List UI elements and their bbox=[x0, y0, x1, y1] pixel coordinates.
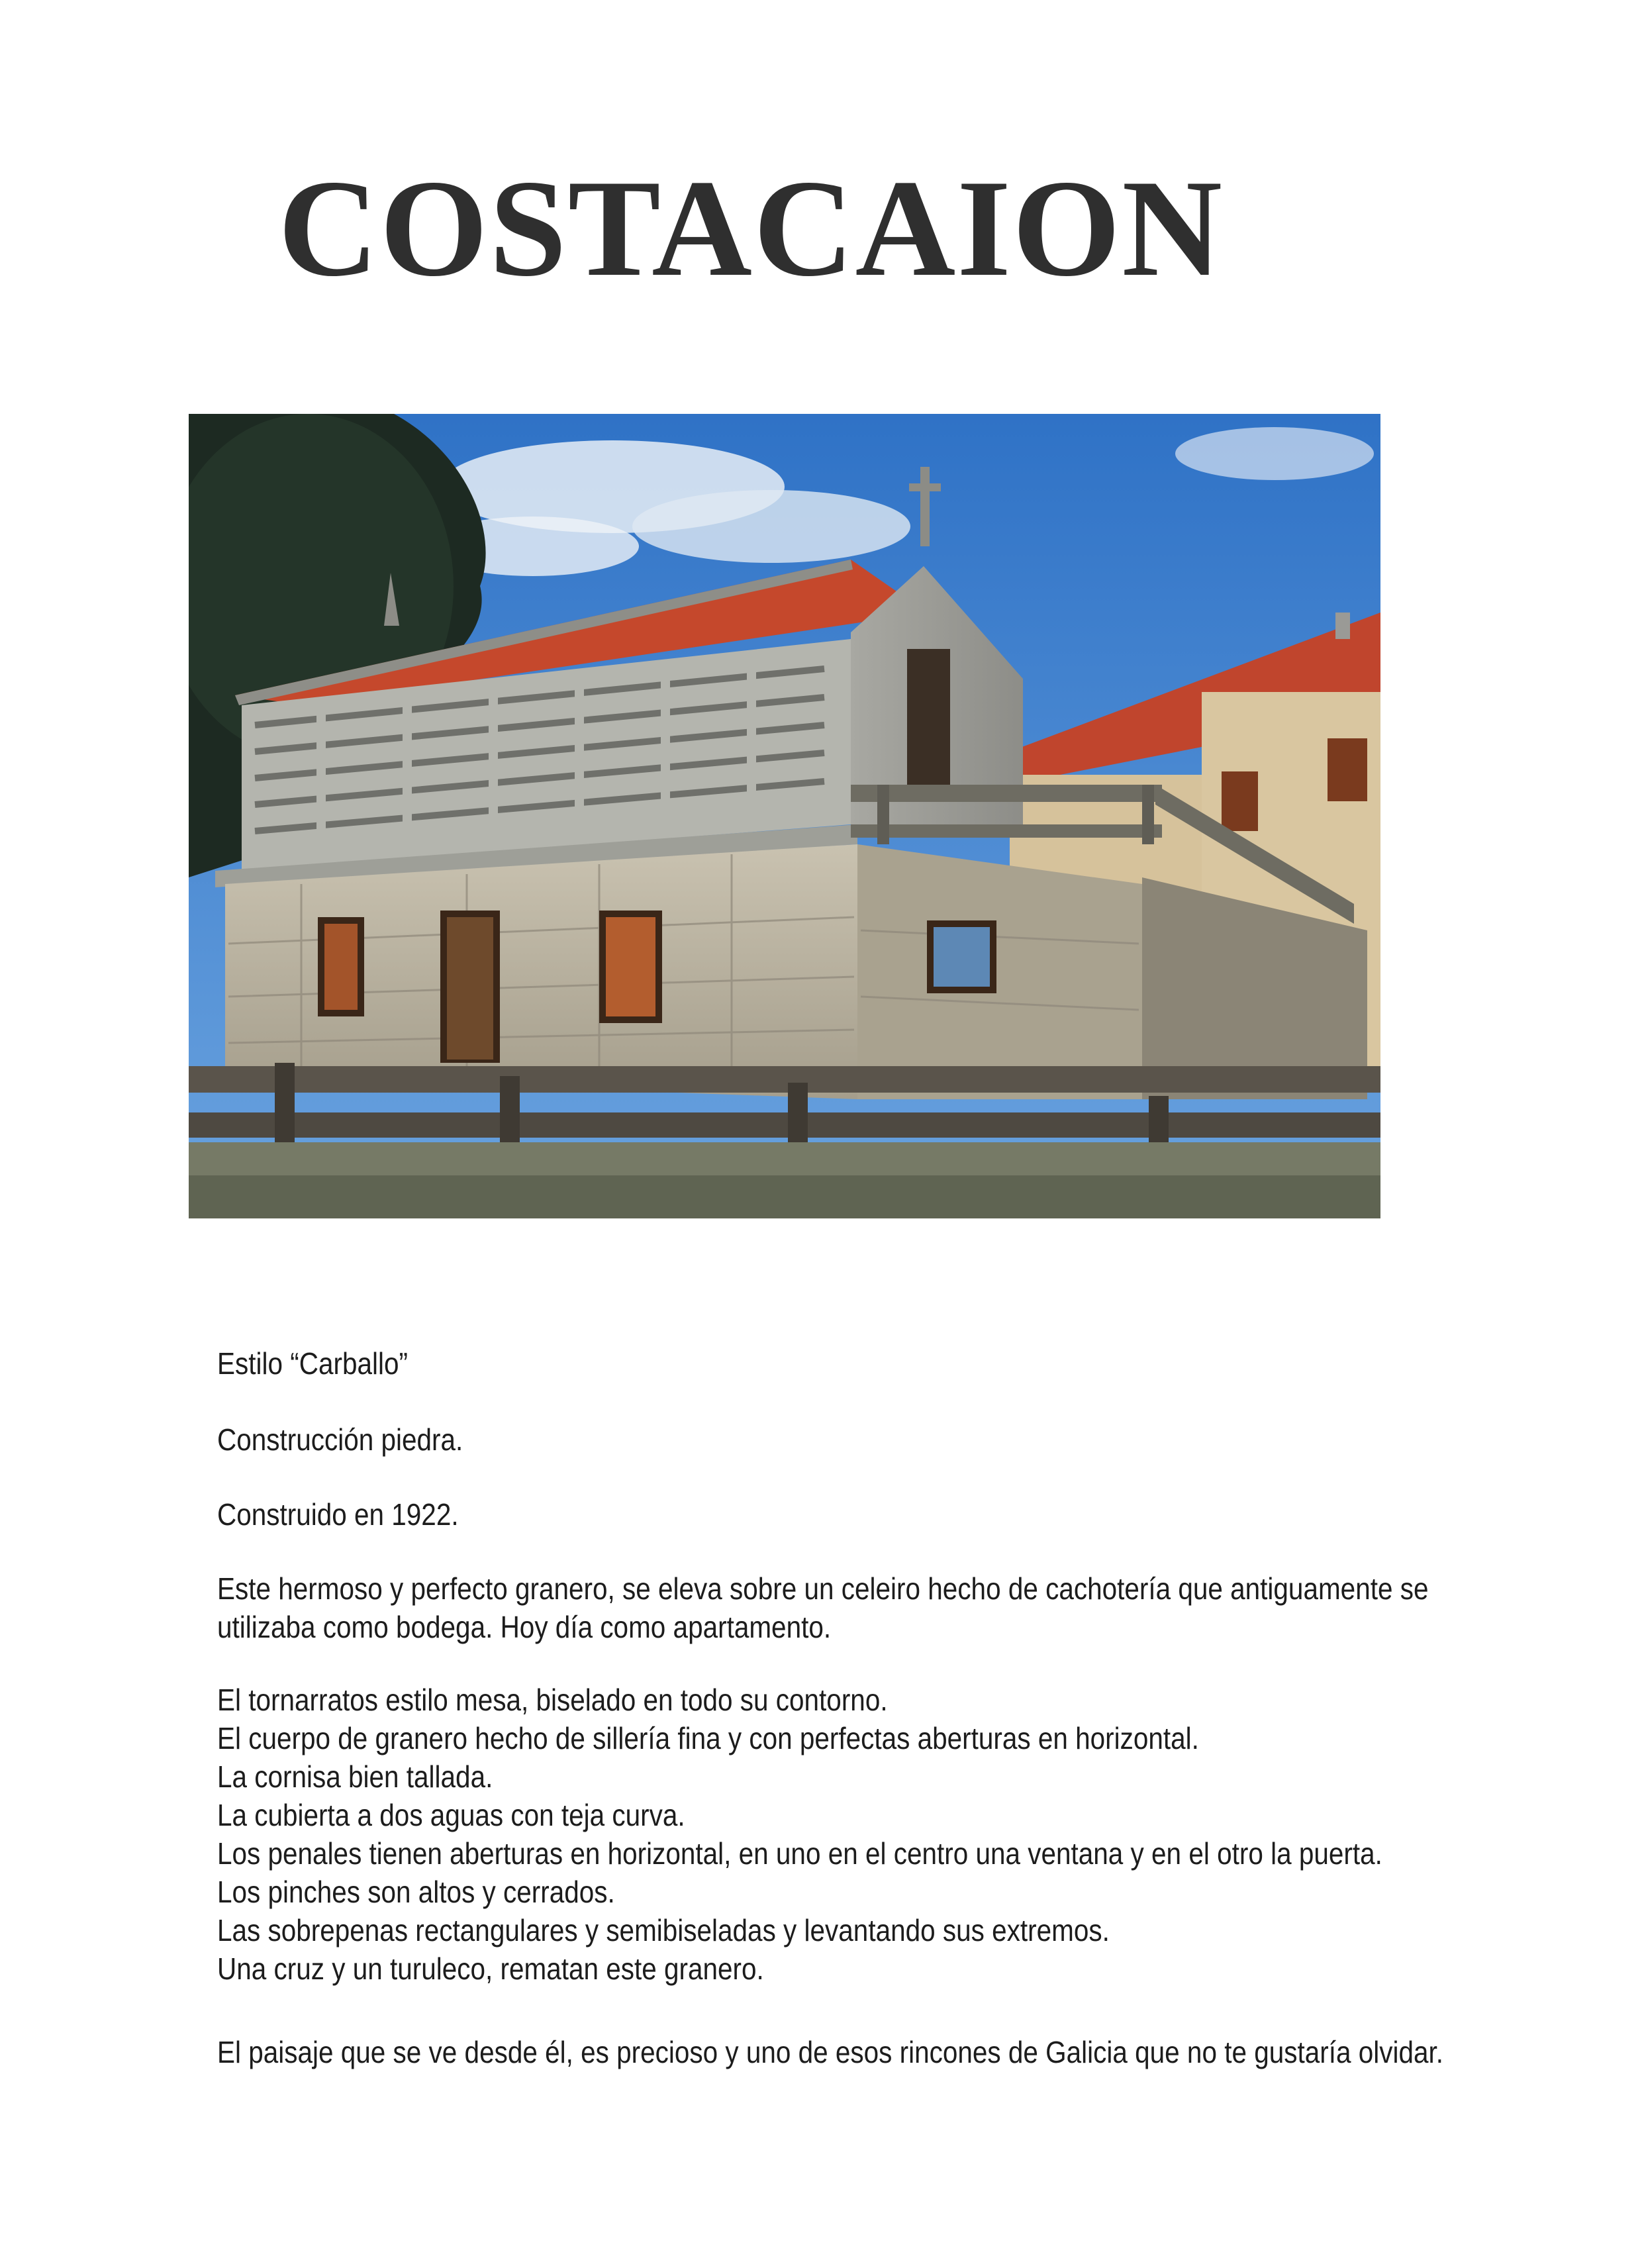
feature-line-1: El tornarratos estilo mesa, biselado en todo su contorno. bbox=[217, 1683, 888, 1717]
features-list bbox=[217, 1681, 1382, 1988]
horreo-photo bbox=[189, 414, 1380, 1218]
feature-line-5: Los penales tienen aberturas en horizontal, en uno en el centro una ventana y en el otro la puerta. bbox=[217, 1836, 1382, 1871]
description-line-2: utilizaba como bodega. Hoy día como apartamento. bbox=[217, 1610, 832, 1644]
feature-line-8: Una cruz y un turuleco, rematan este granero. bbox=[217, 1951, 764, 1986]
page-title: COSTACAION bbox=[278, 152, 1224, 305]
feature-line-7: Las sobrepenas rectangulares y semibiseladas y levantando sus extremos. bbox=[217, 1913, 1110, 1948]
feature-line-2: El cuerpo de granero hecho de sillería fina y con perfectas aberturas en horizontal. bbox=[217, 1721, 1199, 1755]
feature-line-4: La cubierta a dos aguas con teja curva. bbox=[217, 1798, 685, 1832]
construction-line: Construcción piedra. bbox=[217, 1422, 463, 1457]
style-line: Estilo “Carballo” bbox=[217, 1346, 408, 1381]
feature-line-6: Los pinches son altos y cerrados. bbox=[217, 1875, 615, 1909]
closing-line: El paisaje que se ve desde él, es precioso y uno de esos rincones de Galicia que no te gustaría olvidar. bbox=[217, 2035, 1443, 2069]
year-line: Construido en 1922. bbox=[217, 1497, 459, 1532]
feature-line-3: La cornisa bien tallada. bbox=[217, 1759, 493, 1794]
description-paragraph bbox=[217, 1569, 1428, 1646]
description-line-1: Este hermoso y perfecto granero, se eleva sobre un celeiro hecho de cachotería que antiguamente se bbox=[217, 1571, 1429, 1606]
